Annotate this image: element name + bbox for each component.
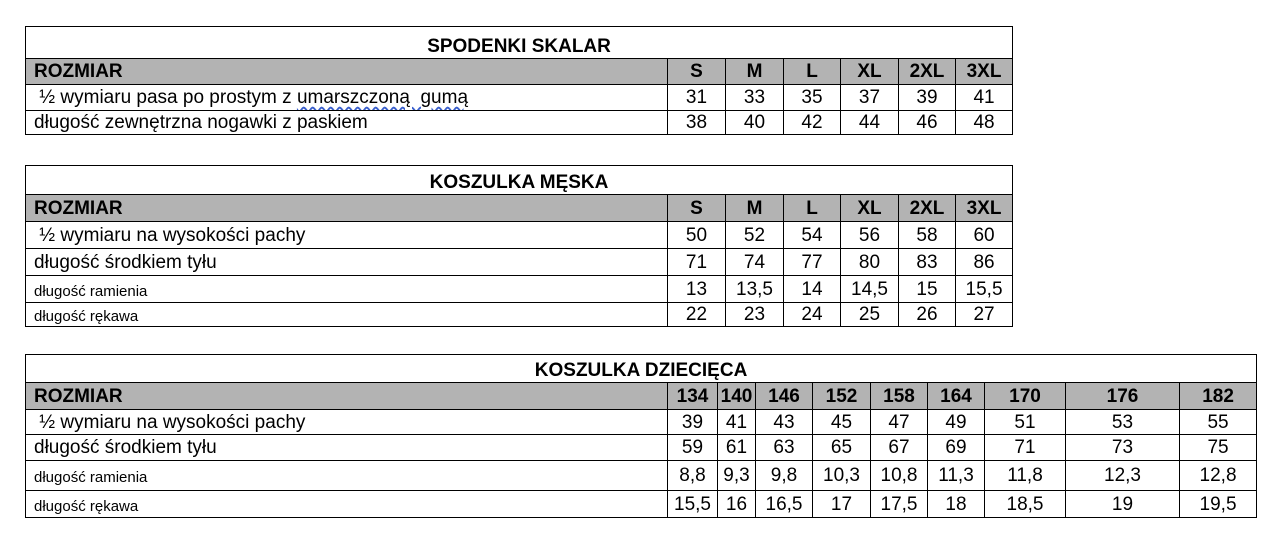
rozmiar-header: ROZMIAR bbox=[26, 195, 668, 222]
table-cell: 39 bbox=[899, 85, 956, 111]
table-cell: 12,8 bbox=[1180, 461, 1257, 491]
table-cell: 8,8 bbox=[668, 461, 718, 491]
table-cell: 58 bbox=[899, 222, 956, 249]
table-cell: 17 bbox=[813, 491, 871, 518]
table-cell: 18 bbox=[928, 491, 985, 518]
table-row bbox=[26, 410, 1257, 435]
table-cell: 43 bbox=[756, 410, 813, 435]
size-header: M bbox=[726, 195, 784, 222]
table-row bbox=[26, 249, 1013, 276]
row-label: długość zewnętrzna nogawki z paskiem bbox=[26, 111, 668, 135]
table-title: KOSZULKA MĘSKA bbox=[26, 166, 1013, 195]
size-header: 146 bbox=[756, 383, 813, 410]
table-cell: 14 bbox=[784, 276, 841, 303]
row-label: długość środkiem tyłu bbox=[26, 249, 668, 276]
row-label: długość rękawa bbox=[26, 303, 668, 327]
table-cell: 71 bbox=[985, 435, 1066, 461]
table-cell: 65 bbox=[813, 435, 871, 461]
table-cell: 39 bbox=[668, 410, 718, 435]
table-cell: 9,8 bbox=[756, 461, 813, 491]
table-cell: 9,3 bbox=[718, 461, 756, 491]
table-cell: 15 bbox=[899, 276, 956, 303]
table-cell: 44 bbox=[841, 111, 899, 135]
table-cell: 63 bbox=[756, 435, 813, 461]
size-header: L bbox=[784, 195, 841, 222]
table-cell: 55 bbox=[1180, 410, 1257, 435]
table-cell: 60 bbox=[956, 222, 1013, 249]
table-title: SPODENKI SKALAR bbox=[26, 27, 1013, 59]
size-header: L bbox=[784, 59, 841, 85]
table-cell: 73 bbox=[1066, 435, 1180, 461]
size-header: 152 bbox=[813, 383, 871, 410]
table-cell: 19,5 bbox=[1180, 491, 1257, 518]
size-header: 182 bbox=[1180, 383, 1257, 410]
table-cell: 42 bbox=[784, 111, 841, 135]
table-cell: 31 bbox=[668, 85, 726, 111]
table-cell: 10,3 bbox=[813, 461, 871, 491]
rozmiar-header: ROZMIAR bbox=[26, 383, 668, 410]
table-cell: 12,3 bbox=[1066, 461, 1180, 491]
table-cell: 26 bbox=[899, 303, 956, 327]
table-cell: 49 bbox=[928, 410, 985, 435]
table-cell: 11,8 bbox=[985, 461, 1066, 491]
table-cell: 27 bbox=[956, 303, 1013, 327]
table-cell: 41 bbox=[718, 410, 756, 435]
table-cell: 50 bbox=[668, 222, 726, 249]
row-label-spellcheck-text: umarszczoną gumą bbox=[296, 87, 469, 108]
row-label: długość ramienia bbox=[26, 461, 668, 491]
table-cell: 17,5 bbox=[871, 491, 928, 518]
size-header: 170 bbox=[985, 383, 1066, 410]
table-cell: 14,5 bbox=[841, 276, 899, 303]
size-header: 164 bbox=[928, 383, 985, 410]
size-header: S bbox=[668, 195, 726, 222]
size-header: S bbox=[668, 59, 726, 85]
rozmiar-header: ROZMIAR bbox=[26, 59, 668, 85]
table-cell: 15,5 bbox=[668, 491, 718, 518]
table-cell: 22 bbox=[668, 303, 726, 327]
table-cell: 67 bbox=[871, 435, 928, 461]
table-row bbox=[26, 435, 1257, 461]
spodenki-skalar-table bbox=[25, 26, 1013, 135]
table-cell: 74 bbox=[726, 249, 784, 276]
table-row bbox=[26, 276, 1013, 303]
table-row bbox=[26, 461, 1257, 491]
table-cell: 10,8 bbox=[871, 461, 928, 491]
koszulka-dziecieca-table bbox=[25, 354, 1257, 518]
table-cell: 16,5 bbox=[756, 491, 813, 518]
table-cell: 59 bbox=[668, 435, 718, 461]
table-cell: 46 bbox=[899, 111, 956, 135]
table-cell: 38 bbox=[668, 111, 726, 135]
row-label: ½ wymiaru na wysokości pachy bbox=[26, 222, 668, 249]
row-label: ½ wymiaru na wysokości pachy bbox=[26, 410, 668, 435]
table-cell: 13 bbox=[668, 276, 726, 303]
table-cell: 24 bbox=[784, 303, 841, 327]
table-cell: 69 bbox=[928, 435, 985, 461]
row-label bbox=[26, 85, 668, 111]
table-row bbox=[26, 222, 1013, 249]
table-cell: 23 bbox=[726, 303, 784, 327]
table-cell: 25 bbox=[841, 303, 899, 327]
size-header: XL bbox=[841, 59, 899, 85]
table-cell: 35 bbox=[784, 85, 841, 111]
table-cell: 51 bbox=[985, 410, 1066, 435]
size-header: 176 bbox=[1066, 383, 1180, 410]
table-cell: 37 bbox=[841, 85, 899, 111]
table-cell: 52 bbox=[726, 222, 784, 249]
table-cell: 53 bbox=[1066, 410, 1180, 435]
table-cell: 40 bbox=[726, 111, 784, 135]
table-cell: 16 bbox=[718, 491, 756, 518]
table-cell: 33 bbox=[726, 85, 784, 111]
table-cell: 19 bbox=[1066, 491, 1180, 518]
table-cell: 47 bbox=[871, 410, 928, 435]
table-cell: 61 bbox=[718, 435, 756, 461]
table-cell: 80 bbox=[841, 249, 899, 276]
row-label: długość środkiem tyłu bbox=[26, 435, 668, 461]
table-cell: 15,5 bbox=[956, 276, 1013, 303]
size-header: 134 bbox=[668, 383, 718, 410]
table-cell: 45 bbox=[813, 410, 871, 435]
table-cell: 75 bbox=[1180, 435, 1257, 461]
table-cell: 41 bbox=[956, 85, 1013, 111]
table-cell: 11,3 bbox=[928, 461, 985, 491]
row-label: długość rękawa bbox=[26, 491, 668, 518]
koszulka-meska-table bbox=[25, 165, 1013, 327]
table-cell: 56 bbox=[841, 222, 899, 249]
row-label-text: ½ wymiaru pasa po prostym z bbox=[34, 87, 297, 108]
table-cell: 86 bbox=[956, 249, 1013, 276]
table-row bbox=[26, 491, 1257, 518]
table-cell: 48 bbox=[956, 111, 1013, 135]
row-label: długość ramienia bbox=[26, 276, 668, 303]
table-cell: 77 bbox=[784, 249, 841, 276]
table-cell: 13,5 bbox=[726, 276, 784, 303]
size-header: 158 bbox=[871, 383, 928, 410]
table-cell: 18,5 bbox=[985, 491, 1066, 518]
size-header: 3XL bbox=[956, 59, 1013, 85]
size-header: 2XL bbox=[899, 59, 956, 85]
size-header: XL bbox=[841, 195, 899, 222]
size-header: 140 bbox=[718, 383, 756, 410]
table-cell: 83 bbox=[899, 249, 956, 276]
table-cell: 54 bbox=[784, 222, 841, 249]
table-row bbox=[26, 85, 1013, 111]
size-header: 2XL bbox=[899, 195, 956, 222]
table-row bbox=[26, 303, 1013, 327]
table-cell: 71 bbox=[668, 249, 726, 276]
size-header: 3XL bbox=[956, 195, 1013, 222]
table-title: KOSZULKA DZIECIĘCA bbox=[26, 355, 1257, 383]
size-header: M bbox=[726, 59, 784, 85]
table-row bbox=[26, 111, 1013, 135]
